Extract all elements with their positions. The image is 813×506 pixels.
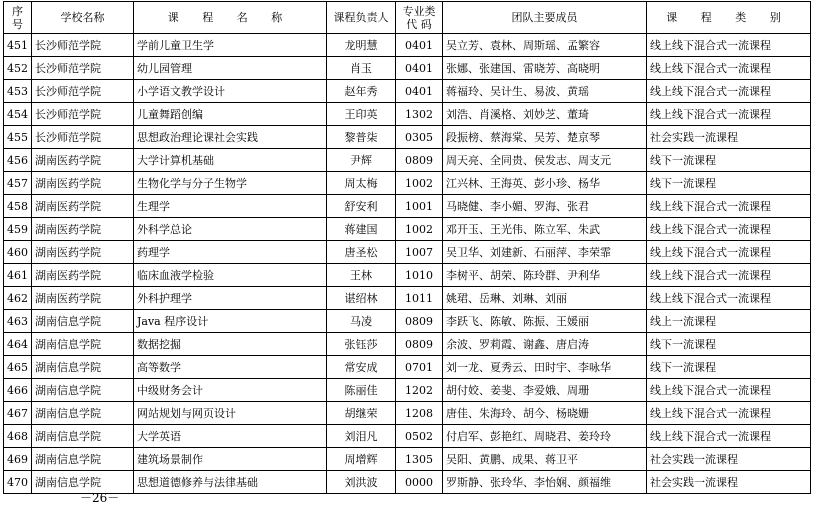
cell-school-name: 湖南医药学院 <box>32 264 134 287</box>
cell-team-members: 姚珺、岳琳、刘琳、刘丽 <box>443 287 647 310</box>
cell-course-leader: 尹辉 <box>327 149 396 172</box>
cell-major-code: 1001 <box>396 195 443 218</box>
cell-school-name: 湖南信息学院 <box>32 356 134 379</box>
cell-team-members: 付启军、彭艳红、周晓君、姜玲玲 <box>443 425 647 448</box>
cell-team-members: 胡付姣、姜斐、李爱娥、周珊 <box>443 379 647 402</box>
cell-serial-number: 464 <box>4 333 32 356</box>
cell-major-code: 0305 <box>396 126 443 149</box>
table-row <box>4 471 811 494</box>
cell-team-members: 罗斯静、张玲华、李怡娴、颜福维 <box>443 471 647 494</box>
cell-course-type: 线下一流课程 <box>647 356 811 379</box>
header-major-code: 专业类代 码 <box>396 2 443 34</box>
cell-serial-number: 467 <box>4 402 32 425</box>
cell-course-leader: 龙明慧 <box>327 34 396 57</box>
cell-course-type: 社会实践一流课程 <box>647 448 811 471</box>
cell-team-members: 吴卫华、刘建新、石丽萍、李荣霏 <box>443 241 647 264</box>
cell-school-name: 长沙师范学院 <box>32 103 134 126</box>
header-course-leader: 课程负责人 <box>327 2 396 34</box>
cell-course-leader: 刘洪波 <box>327 471 396 494</box>
cell-school-name: 湖南信息学院 <box>32 379 134 402</box>
course-list-table <box>3 1 811 494</box>
table-row <box>4 448 811 471</box>
cell-team-members: 马晓健、李小媚、罗海、张君 <box>443 195 647 218</box>
cell-course-leader: 唐圣松 <box>327 241 396 264</box>
header-serial-number: 序号 <box>4 2 32 34</box>
cell-course-name: 思想政治理论课社会实践 <box>134 126 327 149</box>
cell-course-name: 中级财务会计 <box>134 379 327 402</box>
cell-school-name: 长沙师范学院 <box>32 57 134 80</box>
cell-course-leader: 周太梅 <box>327 172 396 195</box>
table-row <box>4 103 811 126</box>
cell-major-code: 0502 <box>396 425 443 448</box>
cell-serial-number: 457 <box>4 172 32 195</box>
cell-course-type: 线上线下混合式一流课程 <box>647 402 811 425</box>
cell-serial-number: 469 <box>4 448 32 471</box>
table-body <box>4 34 811 494</box>
cell-serial-number: 466 <box>4 379 32 402</box>
cell-major-code: 1002 <box>396 218 443 241</box>
cell-serial-number: 463 <box>4 310 32 333</box>
cell-course-type: 线上线下混合式一流课程 <box>647 195 811 218</box>
cell-serial-number: 451 <box>4 34 32 57</box>
table-row <box>4 402 811 425</box>
cell-serial-number: 462 <box>4 287 32 310</box>
cell-major-code: 1007 <box>396 241 443 264</box>
cell-course-name: 学前儿童卫生学 <box>134 34 327 57</box>
table-row <box>4 195 811 218</box>
cell-serial-number: 465 <box>4 356 32 379</box>
cell-course-name: 幼儿园管理 <box>134 57 327 80</box>
table-row <box>4 172 811 195</box>
table-row <box>4 126 811 149</box>
cell-course-name: 大学计算机基础 <box>134 149 327 172</box>
cell-school-name: 湖南医药学院 <box>32 172 134 195</box>
cell-school-name: 湖南信息学院 <box>32 333 134 356</box>
cell-course-type: 线上线下混合式一流课程 <box>647 264 811 287</box>
table-row <box>4 149 811 172</box>
cell-course-name: 临床血液学检验 <box>134 264 327 287</box>
cell-course-name: 生物化学与分子生物学 <box>134 172 327 195</box>
table-row <box>4 425 811 448</box>
cell-course-type: 线下一流课程 <box>647 172 811 195</box>
cell-course-type: 社会实践一流课程 <box>647 471 811 494</box>
cell-course-type: 线下一流课程 <box>647 333 811 356</box>
cell-course-name: 思想道德修养与法律基础 <box>134 471 327 494</box>
cell-course-name: 药理学 <box>134 241 327 264</box>
cell-course-type: 线下一流课程 <box>647 149 811 172</box>
table-row <box>4 310 811 333</box>
cell-school-name: 长沙师范学院 <box>32 80 134 103</box>
cell-course-leader: 胡继荣 <box>327 402 396 425</box>
cell-team-members: 刘一龙、夏秀云、田时宇、李咏华 <box>443 356 647 379</box>
cell-major-code: 1302 <box>396 103 443 126</box>
cell-major-code: 1202 <box>396 379 443 402</box>
cell-course-name: 建筑场景制作 <box>134 448 327 471</box>
cell-serial-number: 461 <box>4 264 32 287</box>
cell-course-type: 线上线下混合式一流课程 <box>647 425 811 448</box>
cell-course-name: 高等数学 <box>134 356 327 379</box>
cell-major-code: 1010 <box>396 264 443 287</box>
cell-major-code: 0809 <box>396 149 443 172</box>
cell-course-leader: 常安成 <box>327 356 396 379</box>
cell-course-leader: 肖玉 <box>327 57 396 80</box>
cell-team-members: 吴立芳、袁林、周斯瑶、孟繁容 <box>443 34 647 57</box>
cell-serial-number: 452 <box>4 57 32 80</box>
cell-course-type: 社会实践一流课程 <box>647 126 811 149</box>
cell-major-code: 1305 <box>396 448 443 471</box>
cell-school-name: 湖南医药学院 <box>32 241 134 264</box>
cell-course-name: Java 程序设计 <box>134 310 327 333</box>
cell-team-members: 张娜、张建国、雷晓芳、高晓明 <box>443 57 647 80</box>
cell-course-leader: 赵年秀 <box>327 80 396 103</box>
table-row <box>4 241 811 264</box>
cell-course-leader: 王印英 <box>327 103 396 126</box>
cell-major-code: 0401 <box>396 80 443 103</box>
cell-serial-number: 455 <box>4 126 32 149</box>
cell-course-name: 生理学 <box>134 195 327 218</box>
header-course-name: 课 程 名 称 <box>134 2 327 34</box>
cell-major-code: 0401 <box>396 34 443 57</box>
cell-course-type: 线上线下混合式一流课程 <box>647 287 811 310</box>
table-row <box>4 379 811 402</box>
table-header-row <box>4 2 811 34</box>
cell-school-name: 湖南信息学院 <box>32 448 134 471</box>
cell-major-code: 0701 <box>396 356 443 379</box>
cell-course-leader: 谌绍林 <box>327 287 396 310</box>
cell-major-code: 0809 <box>396 310 443 333</box>
cell-serial-number: 456 <box>4 149 32 172</box>
cell-course-leader: 舒安利 <box>327 195 396 218</box>
cell-course-type: 线上线下混合式一流课程 <box>647 34 811 57</box>
cell-course-name: 外科学总论 <box>134 218 327 241</box>
table-row <box>4 80 811 103</box>
cell-serial-number: 458 <box>4 195 32 218</box>
cell-serial-number: 460 <box>4 241 32 264</box>
cell-course-leader: 周增辉 <box>327 448 396 471</box>
cell-serial-number: 459 <box>4 218 32 241</box>
cell-team-members: 江兴林、王海英、彭小珍、杨华 <box>443 172 647 195</box>
cell-school-name: 湖南医药学院 <box>32 218 134 241</box>
cell-team-members: 段振榜、蔡海棠、吴芳、楚京琴 <box>443 126 647 149</box>
cell-school-name: 湖南医药学院 <box>32 195 134 218</box>
cell-team-members: 吴阳、黄鹏、成果、蒋卫平 <box>443 448 647 471</box>
cell-serial-number: 470 <box>4 471 32 494</box>
cell-course-name: 外科护理学 <box>134 287 327 310</box>
cell-team-members: 李跃飞、陈敏、陈振、王媛丽 <box>443 310 647 333</box>
table-row <box>4 264 811 287</box>
cell-school-name: 湖南信息学院 <box>32 471 134 494</box>
cell-major-code: 0000 <box>396 471 443 494</box>
cell-course-name: 网站规划与网页设计 <box>134 402 327 425</box>
cell-team-members: 唐佳、朱海玲、胡今、杨晓姗 <box>443 402 647 425</box>
table-row <box>4 356 811 379</box>
cell-major-code: 1011 <box>396 287 443 310</box>
cell-major-code: 0809 <box>396 333 443 356</box>
cell-major-code: 1002 <box>396 172 443 195</box>
cell-course-name: 小学语文教学设计 <box>134 80 327 103</box>
cell-course-leader: 陈丽佳 <box>327 379 396 402</box>
table-row <box>4 333 811 356</box>
header-school-name: 学校名称 <box>32 2 134 34</box>
cell-course-leader: 王林 <box>327 264 396 287</box>
table-row <box>4 57 811 80</box>
cell-school-name: 湖南医药学院 <box>32 149 134 172</box>
cell-serial-number: 468 <box>4 425 32 448</box>
cell-course-leader: 马凌 <box>327 310 396 333</box>
cell-course-name: 大学英语 <box>134 425 327 448</box>
cell-course-type: 线上线下混合式一流课程 <box>647 103 811 126</box>
cell-course-leader: 蒋建国 <box>327 218 396 241</box>
cell-school-name: 湖南信息学院 <box>32 310 134 333</box>
cell-school-name: 湖南信息学院 <box>32 425 134 448</box>
cell-major-code: 0401 <box>396 57 443 80</box>
header-course-type: 课 程 类 别 <box>647 2 811 34</box>
cell-course-name: 儿童舞蹈创编 <box>134 103 327 126</box>
cell-course-leader: 张钰莎 <box>327 333 396 356</box>
cell-course-name: 数据挖掘 <box>134 333 327 356</box>
cell-major-code: 1208 <box>396 402 443 425</box>
cell-course-type: 线上一流课程 <box>647 310 811 333</box>
cell-course-type: 线上线下混合式一流课程 <box>647 218 811 241</box>
cell-course-type: 线上线下混合式一流课程 <box>647 379 811 402</box>
cell-school-name: 长沙师范学院 <box>32 34 134 57</box>
cell-team-members: 余波、罗莉霞、谢鑫、唐启涛 <box>443 333 647 356</box>
cell-team-members: 蒋福玲、吴计生、易波、黄瑶 <box>443 80 647 103</box>
cell-school-name: 长沙师范学院 <box>32 126 134 149</box>
cell-school-name: 湖南医药学院 <box>32 287 134 310</box>
cell-course-type: 线上线下混合式一流课程 <box>647 57 811 80</box>
cell-team-members: 邓开玉、王光伟、陈立军、朱武 <box>443 218 647 241</box>
cell-team-members: 刘浩、肖溪格、刘妙芝、董琦 <box>443 103 647 126</box>
cell-course-leader: 黎普柒 <box>327 126 396 149</box>
cell-course-type: 线上线下混合式一流课程 <box>647 80 811 103</box>
cell-team-members: 李树平、胡荣、陈玲群、尹利华 <box>443 264 647 287</box>
cell-serial-number: 454 <box>4 103 32 126</box>
cell-school-name: 湖南信息学院 <box>32 402 134 425</box>
cell-team-members: 周天亮、全同贵、侯发志、周支元 <box>443 149 647 172</box>
cell-serial-number: 453 <box>4 80 32 103</box>
table-row <box>4 34 811 57</box>
cell-course-type: 线上线下混合式一流课程 <box>647 241 811 264</box>
header-team-members: 团队主要成员 <box>443 2 647 34</box>
table-row <box>4 287 811 310</box>
page-number: －26－ <box>80 491 120 505</box>
table-row <box>4 218 811 241</box>
cell-course-leader: 刘泪凡 <box>327 425 396 448</box>
